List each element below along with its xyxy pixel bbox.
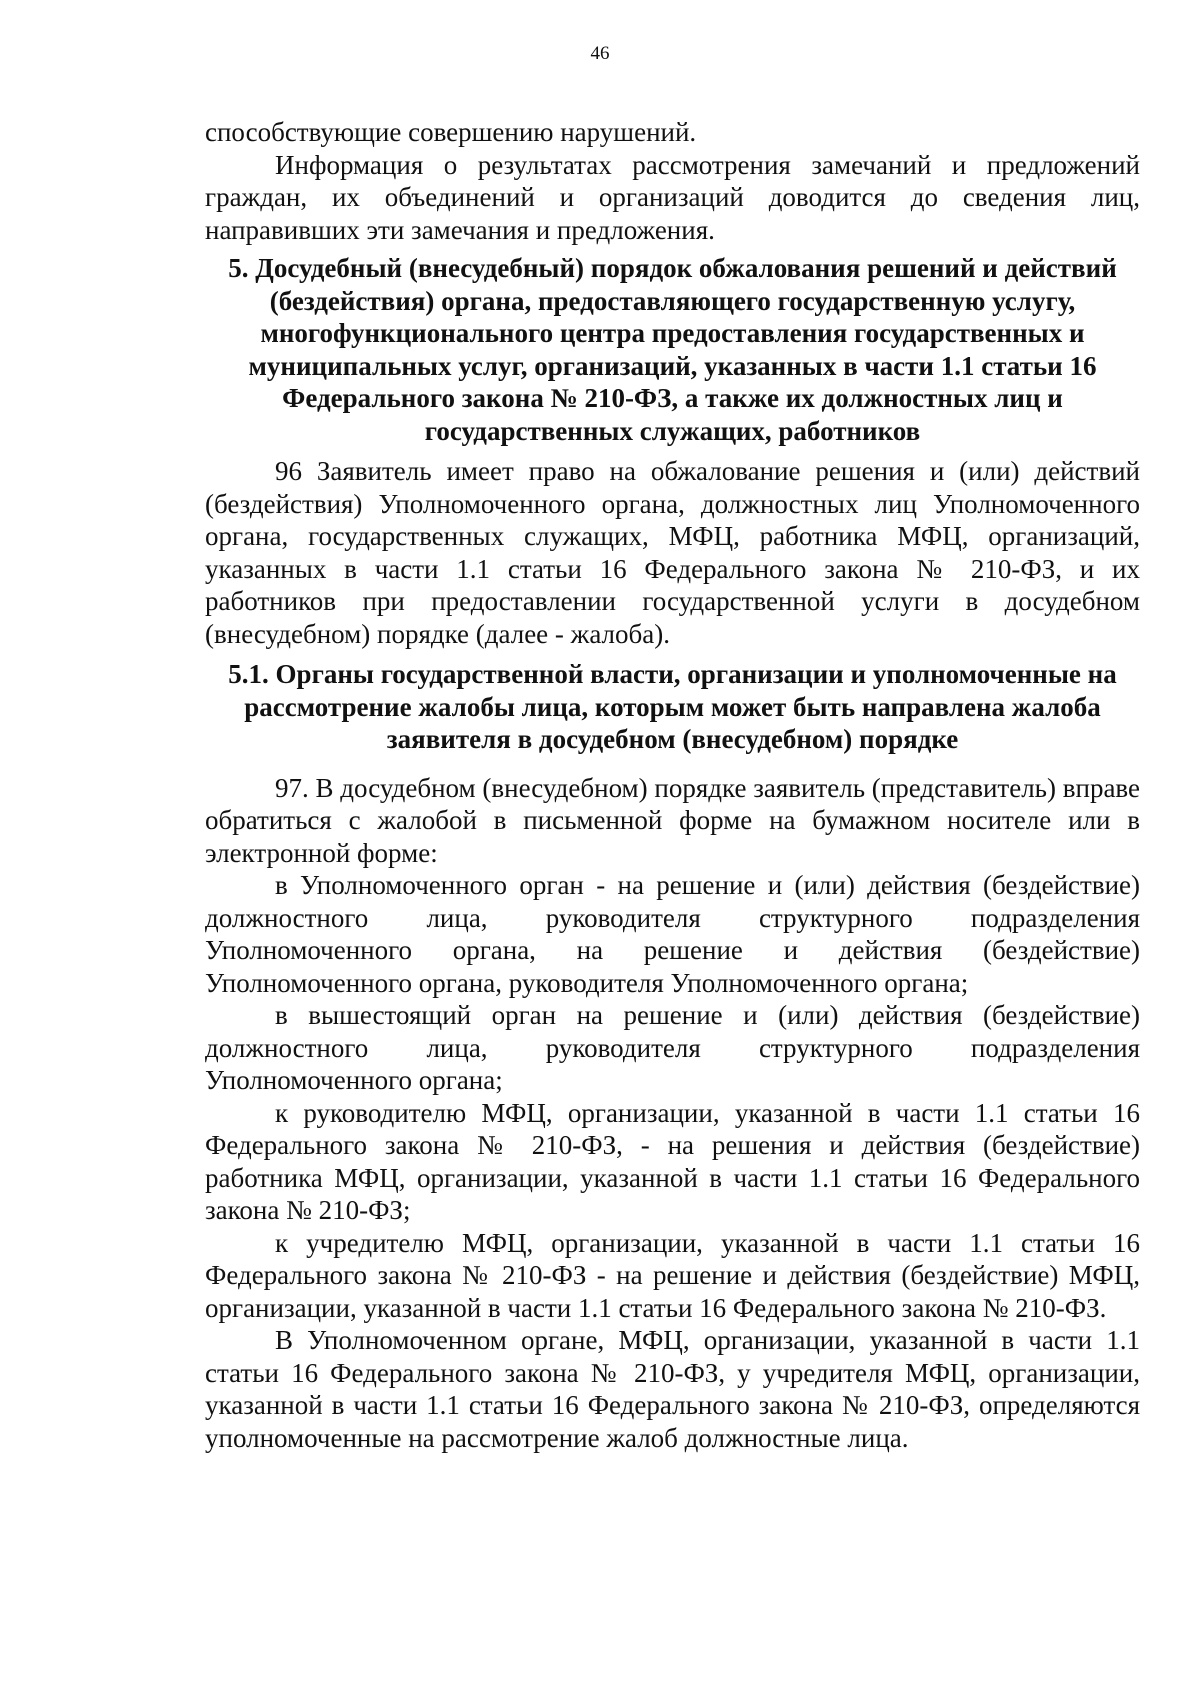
paragraph-97: 97. В досудебном (внесудебном) порядке заявитель (представитель) вправе обратиться с жалобой в письменной форме на бумажном носителе или в электронной форме: — [205, 772, 1140, 868]
paragraph-information: Информация о результатах рассмотрения замечаний и предложений граждан, их объединений и организаций доводится до сведения лиц, направивших эти замечания и предложения. — [205, 149, 1140, 245]
page-number: 46 — [590, 43, 610, 64]
paragraph-authorized-body: в Уполномоченного орган - на решение и (или) действия (бездействие) должностного лица, руководителя структурного подразделения Уполномоченного органа, на решение и действия (бездействие) Уполномоченного органа, руководителя Уполномоченного органа; — [205, 870, 1140, 998]
paragraph-96: 96 Заявитель имеет право на обжалование решения и (или) действий (бездействия) Уполномоченного органа, должностных лиц Уполномоченного органа, государственных служащих, МФЦ, работника МФЦ, организаций, указанных в части 1.1 статьи 16 Федерального закона № 210-ФЗ, и их работников при предоставлении государственной услуги в досудебном (внесудебном) порядке (далее - жалоба). — [205, 456, 1140, 649]
section-5-1-heading: 5.1. Органы государственной власти, организации и уполномоченные на рассмотрение жалобы лица, которым может быть направлена жалоба заявителя в досудебном (внесудебном) порядке — [228, 659, 1117, 754]
paragraph-mfc-founder: к учредителю МФЦ, организации, указанной в части 1.1 статьи 16 Федерального закона № 210-ФЗ - на решение и действия (бездействие) МФЦ, организации, указанной в части 1.1 статьи 16 Федерального закона № 210-ФЗ. — [205, 1227, 1140, 1323]
paragraph-responsible-officials: В Уполномоченном органе, МФЦ, организации, указанной в части 1.1 статьи 16 Федерального закона № 210-ФЗ, у учредителя МФЦ, организации, указанной в части 1.1 статьи 16 Федерального закона № 210-ФЗ, определяются уполномоченные на рассмотрение жалоб должностные лица. — [205, 1325, 1140, 1453]
paragraph-continuation: способствующие совершению нарушений. — [205, 117, 697, 147]
paragraph-mfc-head: к руководителю МФЦ, организации, указанной в части 1.1 статьи 16 Федерального закона № 210-ФЗ, - на решения и действия (бездействие) работника МФЦ, организации, указанной в части 1.1 статьи 16 Федерального закона № 210-ФЗ; — [205, 1097, 1140, 1225]
document-body — [205, 116, 1140, 1454]
paragraph-higher-body: в вышестоящий орган на решение и (или) действия (бездействие) должностного лица, руководителя структурного подразделения Уполномоченного органа; — [205, 1000, 1140, 1095]
section-5-heading: 5. Досудебный (внесудебный) порядок обжалования решений и действий (бездействия) органа, предоставляющего государственную услугу, многофункционального центра предоставления государственных и муниципальных услуг, организаций, указанных в части 1.1 статьи 16 Федерального закона № 210-ФЗ, а также их должностных лиц и государственных служащих, работников — [228, 253, 1117, 446]
